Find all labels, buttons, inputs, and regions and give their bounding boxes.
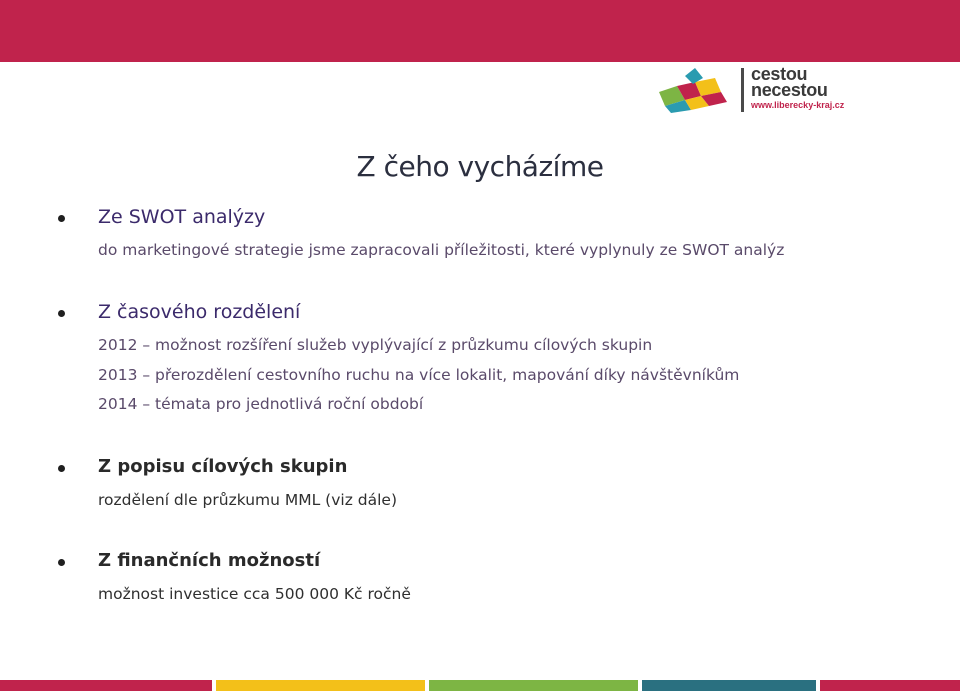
- bullet-icon: [58, 559, 65, 566]
- section-line: do marketingové strategie jsme zapracovali příležitosti, které vyplynuly ze SWOT analýz: [98, 241, 785, 259]
- section-finance: [58, 550, 411, 610]
- section-time: [58, 301, 740, 420]
- section-heading: Z finančních možností: [98, 550, 321, 571]
- section-heading: Z popisu cílových skupin: [98, 456, 348, 477]
- bar-segment: [820, 680, 960, 691]
- bar-segment: [642, 680, 816, 691]
- bar-segment: [216, 680, 425, 691]
- logo-line2: necestou: [751, 80, 828, 100]
- top-banner: [0, 0, 960, 62]
- bottom-color-bar: [0, 680, 960, 691]
- logo-url: www.liberecky-kraj.cz: [751, 100, 845, 110]
- bar-segment: [429, 680, 638, 691]
- section-line: 2013 – přerozdělení cestovního ruchu na více lokalit, mapování díky návštěvníkům: [98, 365, 740, 384]
- section-line: 2014 – témata pro jednotlivá roční období: [98, 395, 424, 413]
- bullet-icon: [58, 215, 65, 222]
- section-line: 2012 – možnost rozšíření služeb vyplývající z průzkumu cílových skupin: [98, 336, 653, 354]
- section-heading: Ze SWOT analýzy: [98, 206, 266, 228]
- bullet-icon: [58, 465, 65, 472]
- logo-divider: [741, 68, 744, 112]
- logo-line1: cestou: [751, 64, 808, 84]
- logo: [655, 66, 865, 116]
- puzzle-logo-icon: [655, 66, 735, 114]
- bar-segment: [0, 680, 212, 691]
- section-heading: Z časového rozdělení: [98, 301, 301, 323]
- section-line: rozdělení dle průzkumu MML (viz dále): [98, 491, 398, 509]
- section-line: možnost investice cca 500 000 Kč ročně: [98, 585, 411, 603]
- section-swot: [58, 206, 785, 266]
- slide-title: Z čeho vycházíme: [356, 150, 604, 183]
- logo-text: [751, 66, 844, 110]
- section-target-groups: [58, 456, 398, 516]
- bullet-icon: [58, 310, 65, 317]
